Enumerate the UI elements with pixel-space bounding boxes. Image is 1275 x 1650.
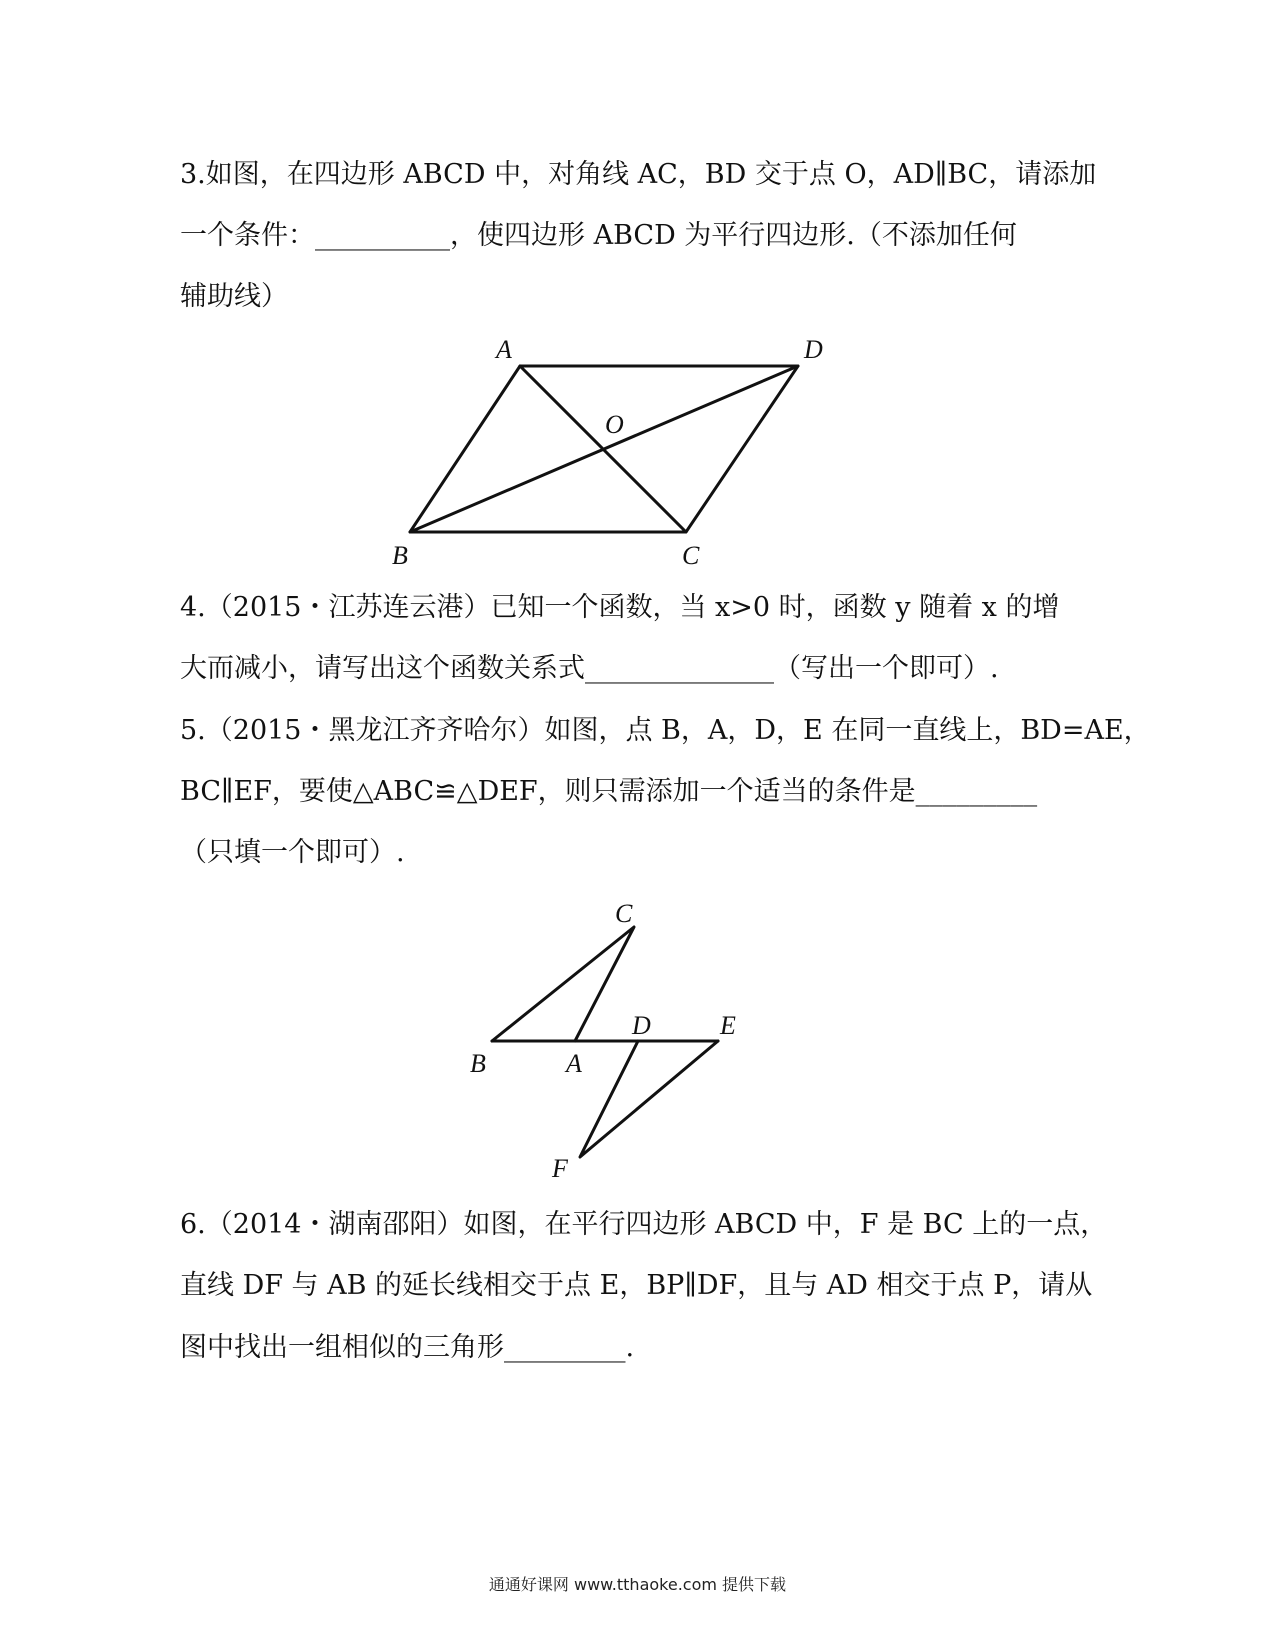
q5-triangles-figure [460,895,750,1190]
q4-line-1: 4.（2015・江苏连云港）已知一个函数，当 x>0 时，函数 y 随着 x 的增 [180,592,1060,623]
q5-triangle-abc [492,927,634,1041]
q5-label-b: B [470,1049,486,1078]
q5-line-1: 5.（2015・黑龙江齐齐哈尔）如图，点 B，A，D，E 在同一直线上，BD=AE， [180,715,1151,746]
q5-label-f: F [552,1154,568,1183]
q3-parallelogram-figure [380,330,840,575]
q6-line-3: 图中找出一组相似的三角形_________. [180,1332,635,1363]
q3-diagonal-bd [410,366,798,532]
q5-line-3: （只填一个即可）. [180,837,405,868]
q4-line-2: 大而减小，请写出这个函数关系式______________（写出一个即可）. [180,653,999,684]
page-footer: 通通好课网 www.tthaoke.com 提供下载 [488,1575,787,1594]
q3-line-3: 辅助线） [180,281,288,312]
q5-label-e: E [720,1011,736,1040]
q3-line-2: 一个条件：__________，使四边形 ABCD 为平行四边形.（不添加任何 [180,220,1017,251]
q3-line-1: 3.如图，在四边形 ABCD 中，对角线 AC，BD 交于点 O，AD∥BC，请添加 [180,159,1097,190]
q6-line-2: 直线 DF 与 AB 的延长线相交于点 E，BP∥DF，且与 AD 相交于点 P，请从 [180,1270,1093,1301]
q3-label-b: B [392,541,408,570]
q6-line-1: 6.（2014・湖南邵阳）如图，在平行四边形 ABCD 中，F 是 BC 上的一点， [180,1209,1108,1240]
q3-label-a: A [496,335,512,364]
q3-label-d: D [804,335,823,364]
q3-label-c: C [682,541,700,570]
q3-label-o: O [605,410,624,439]
q5-label-c: C [615,899,633,928]
q5-label-a: A [566,1049,582,1078]
q5-label-d: D [632,1011,651,1040]
q5-line-2: BC∥EF，要使△ABC≌△DEF，则只需添加一个适当的条件是_________ [180,776,1038,807]
q5-triangle-def [580,1041,718,1157]
